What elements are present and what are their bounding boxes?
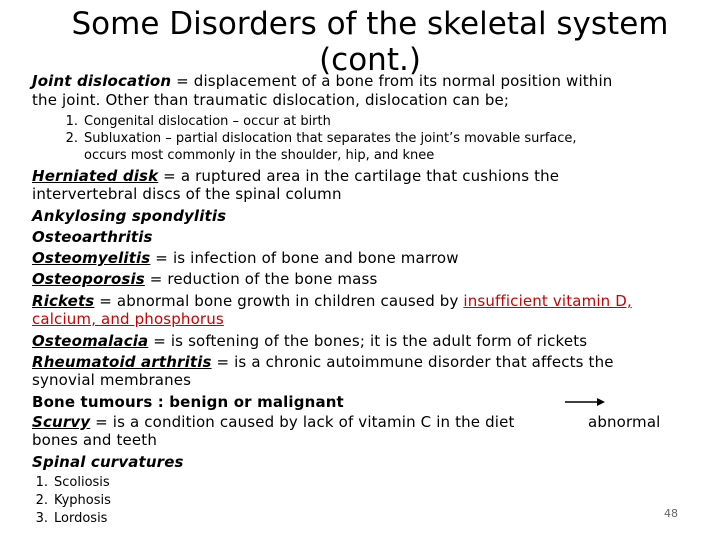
scurvy-text-right: abnormal (588, 413, 661, 431)
osteomalacia-term: Osteomalacia (32, 332, 149, 350)
slide-title-line1: Some Disorders of the skeletal system (71, 6, 669, 42)
spinal-list-item-1 (32, 475, 110, 490)
joint-list-item-2-cont (62, 148, 434, 163)
spinal-curvatures-term: Spinal curvatures (32, 453, 184, 471)
joint-dislocation-text2: the joint. Other than traumatic dislocation, dislocation can be; (32, 91, 510, 109)
slide-title (60, 6, 680, 78)
rickets-line (32, 292, 632, 310)
spinal-list-item-2 (32, 493, 111, 508)
list-item-text: Subluxation – partial dislocation that separates the joint’s movable surface, (84, 131, 577, 146)
right-arrow-icon (565, 397, 605, 407)
list-number: 1. (65, 114, 78, 129)
joint-list-item-1 (62, 114, 331, 129)
herniated-disk-line (32, 167, 559, 185)
list-number: 2. (35, 493, 48, 508)
osteoporosis-term: Osteoporosis (32, 270, 145, 288)
osteoarthritis-line (32, 228, 153, 246)
ankylosing-spondylitis-term: Ankylosing spondylitis (32, 207, 227, 225)
list-item-text: Congenital dislocation – occur at birth (84, 114, 331, 129)
rheumatoid-arthritis-text2: synovial membranes (32, 371, 192, 389)
list-item-text: Scoliosis (54, 475, 110, 490)
osteoporosis-line (32, 270, 377, 288)
osteomyelitis-term: Osteomyelitis (32, 249, 151, 267)
rheumatoid-arthritis-line (32, 353, 614, 371)
ankylosing-spondylitis-line (32, 207, 226, 225)
rickets-line2 (32, 310, 224, 328)
list-number: 1. (35, 475, 48, 490)
osteomyelitis-text: = is infection of bone and bone marrow (150, 249, 459, 267)
scurvy-term: Scurvy (32, 413, 91, 431)
osteoarthritis-term: Osteoarthritis (32, 228, 153, 246)
herniated-disk-text2: intervertebral discs of the spinal column (32, 185, 342, 203)
spinal-curvatures-line (32, 453, 184, 471)
rickets-term: Rickets (32, 292, 95, 310)
list-number: 2. (65, 131, 78, 146)
osteoporosis-text: = reduction of the bone mass (144, 270, 378, 288)
spinal-list-item-3 (32, 511, 107, 526)
scurvy-line (32, 413, 515, 431)
scurvy-text1: = is a condition caused by lack of vitamin C in the diet (90, 413, 515, 431)
list-item-text: occurs most commonly in the shoulder, hip, and knee (84, 148, 435, 163)
list-number: 3. (35, 511, 48, 526)
list-item-text: Kyphosis (54, 493, 111, 508)
list-item-text: Lordosis (54, 511, 108, 526)
joint-dislocation-term: Joint dislocation (32, 72, 172, 90)
herniated-disk-term: Herniated disk (32, 167, 159, 185)
rheumatoid-arthritis-term: Rheumatoid arthritis (32, 353, 212, 371)
rickets-text1: = abnormal bone growth in children caused by (94, 292, 464, 310)
bone-tumours-line: Bone tumours : benign or malignant (32, 393, 344, 411)
osteomyelitis-line (32, 249, 459, 267)
slide-title-line2: (cont.) (319, 42, 421, 78)
rheumatoid-arthritis-text1: = is a chronic autoimmune disorder that affects the (211, 353, 614, 371)
joint-dislocation-line (32, 72, 612, 90)
page-number: 48 (664, 507, 678, 520)
scurvy-text2: bones and teeth (32, 431, 157, 449)
osteomalacia-line (32, 332, 587, 350)
herniated-disk-text1: = a ruptured area in the cartilage that cushions the (158, 167, 560, 185)
osteomalacia-text: = is softening of the bones; it is the adult form of rickets (148, 332, 588, 350)
joint-list-item-2 (62, 131, 577, 146)
rickets-red-text1: insufficient vitamin D, (463, 292, 632, 310)
rickets-red-text2: calcium, and phosphorus (32, 310, 224, 328)
joint-dislocation-text1: = displacement of a bone from its normal position within (171, 72, 613, 90)
